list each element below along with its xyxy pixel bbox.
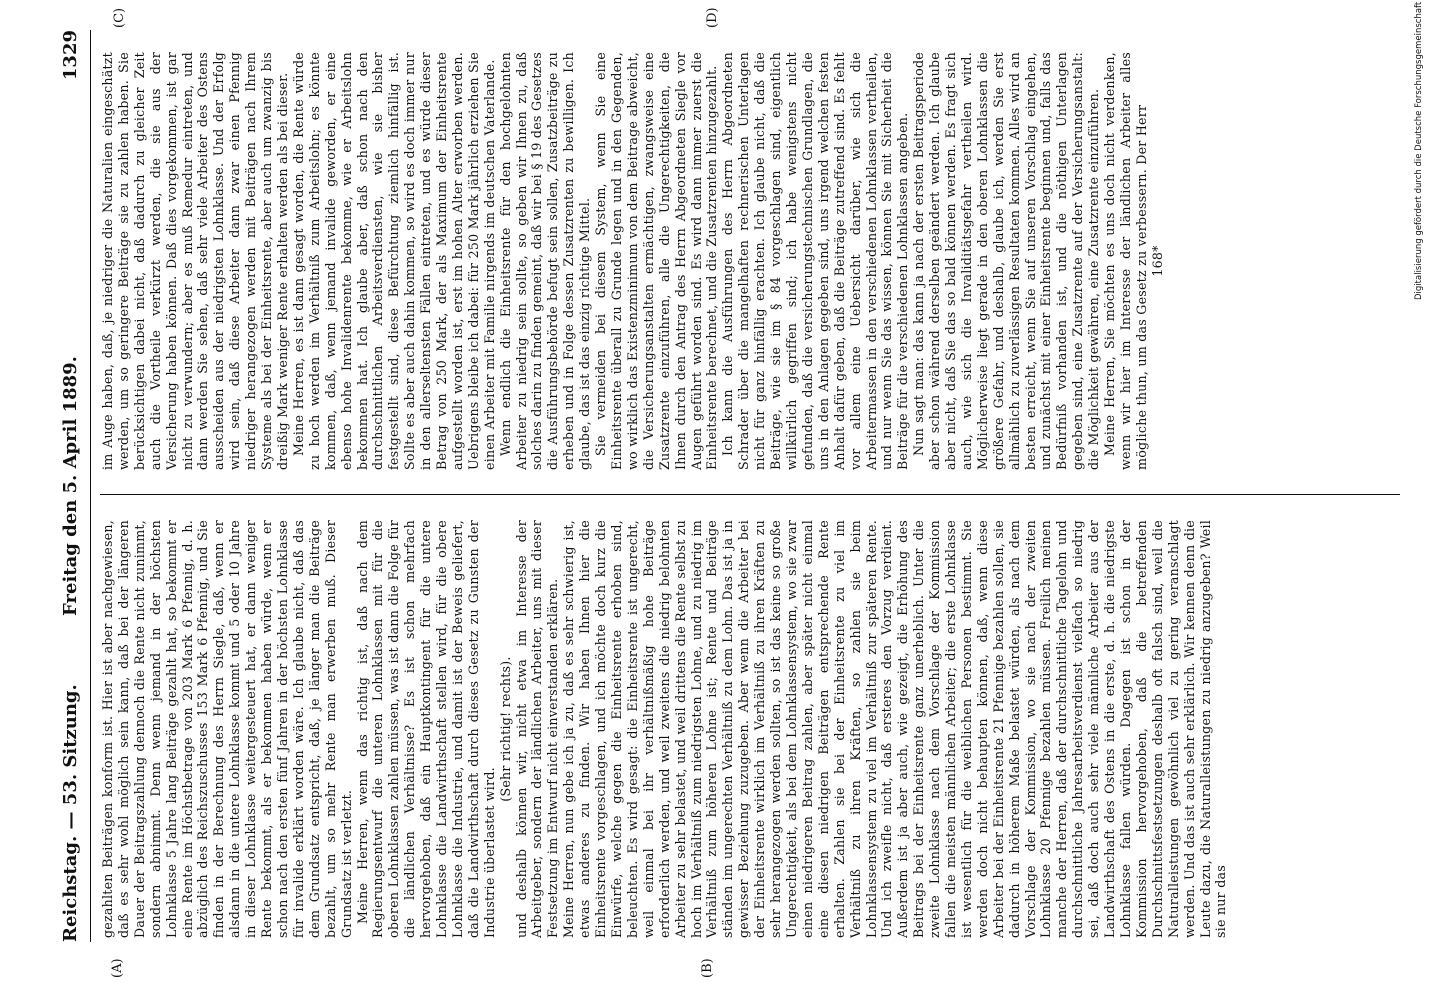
header-left: Reichstag. — 53. Sitzung. xyxy=(60,684,81,942)
paragraph: und deshalb können wir, nicht etwa im Interesse der Arbeitgeber, sondern der ländlichen Arbeiter, uns mit dieser Festsetzung im Entwurf nicht einverstanden erklären. xyxy=(513,520,561,938)
column-rule xyxy=(100,494,1400,495)
page-header xyxy=(60,30,86,942)
paragraph: Meine Herren, nun gebe ich ja zu, daß es sehr schwierig ist, etwas anderes zu finden. Wir haben Ihnen hier die Einheitsrente vorgeschlagen, und ich möchte doch kurz die Einwürfe, welche gegen die Einheitsrente erhoben sind, beleuchten. Es wird gesagt: die Einheitsrente ist ungerecht, weil einmal bei ihr verhältnißmäßig hohe Beiträge erforderlich werden, und weil zweitens die niedrig belohnten Arbeiter zu sehr belastet, und weil drittens die Rente selbst zu hoch im Verhältniß zum niedrigsten Lohne, und zu niedrig im Verhältniß zum höheren Lohne ist; Rente und Beiträge ständen im ungerechten Verhältniß zu dem Lohn. Das ist ja in gewisser Beziehung zuzugeben. Aber wenn die Arbeiter bei der Einheitsrente wirklich im Verhältniß zu ihren Kräften zu sehr herangezogen werden sollten, so ist das keine so große Ungerechtigkeit, als bei dem Lohnklassensystem, wo sie zwar einen niedrigeren Beitrag zahlen, aber später nicht einmal eine diesen niedrigen Beiträgen entsprechende Rente erhalten. Zahlen sie bei der Einheitsrente zu viel im Verhältniß zu ihren Kräften, so zahlen sie beim Lohnklassensystem zu viel im Verhältniß zur späteren Rente. Und ich zweifle nicht, daß ersteres den Vorzug verdient. Außerdem ist ja aber auch, wie gezeigt, die Erhöhung des Beitrags bei der Einheitsrente ganz unerheblich. Unter die zweite Lohnklasse nach dem Vorschlage der Kommission fallen die meisten männlichen Arbeiter; die erste Lohnklasse ist wesentlich für die weiblichen Personen bestimmt. Sie werden doch nicht behaupten können, daß, wenn diese Arbeiter bei der Einheitsrente 21 Pfennige bezahlen sollen, sie dadurch in höherem Maße belastet würden, als nach dem Vorschlage der Kommission, wo sie nach der zweiten Lohnklasse 20 Pfennige bezahlen müssen. Freilich meinen manche der Herren, daß der durchschnittliche Tagelohn und durchschnittliche Jahresarbeitsverdienst vielfach so niedrig sei, daß doch auch sehr viele männliche Arbeiter aus der Landwirthschaft des Ostens in die erste, d. h. die niedrigste Lohnklasse fallen würden. Dagegen ist schon in der Kommission hervorgehoben, daß die betreffenden Durchschnittsfestsetzungen deshalb oft falsch sind, weil die Naturalleistungen gewöhnlich viel zu gering veranschlagt werden. Und das ist auch sehr erklärlich. Wir kennen denn die Leute dazu, die Naturalleistungen zu niedrig anzugeben? Weil sie nur das xyxy=(561,520,1229,938)
paragraph: gezahlten Beiträgen konform ist. Hier ist aber nachgewiesen, daß es sehr wohl möglich sein kann, daß bei der längeren Dauer der Beitragszahlung dennoch die Rente nicht zunimmt, sondern abnimmt. Denn wenn jemand in der höchsten Lohnklasse 5 Jahre lang Beiträge gezahlt hat, so bekommt er eine Rente im Höchstbetrage von 203 Mark 6 Pfennig, d. h. abzüglich des Reichszuschusses 153 Mark 6 Pfennig, und Sie finden in der Berechnung des Herrn Siegle, daß, wenn er alsdann in die untere Lohnklasse kommt und 5 oder 10 Jahre in dieser Lohnklasse weitergesteuert hat, er dann weniger Rente bekommt, als er bekommen haben würde, wenn er schon nach den ersten fünf Jahren in der höchsten Lohnklasse für invalide erklärt worden wäre. Ich glaube nicht, daß das dem Grundsatz entspricht, daß, je länger man die Beiträge bezahlt, um so mehr Rente man erwerben muß. Dieser Grundsatz ist verletzt. xyxy=(100,520,354,938)
page-number: 1329 xyxy=(60,30,81,81)
paragraph: Wenn endlich die Einheitsrente für den hochgelohnten Arbeiter zu niedrig sein sollte, so geben wir Ihnen zu, daß solches darin zu finden gemeint, daß wir bei § 19 des Gesetzes die Ausführungsbehörde befugt sein sollen, Zusatzbeiträge zu erheben und in Folge dessen Zusatzrenten zu bewilligen. Ich glaube, das ist das einzig richtige Mittel. xyxy=(497,52,593,470)
margin-mark-b: (B) xyxy=(700,958,715,978)
paragraph: Nun sagt man: das kann ja nach der ersten Beitragsperiode aber schon während derselben geändert werden. Ich glaube aber nicht, daß Sie das so bald können werden. Es fragt sich auch, wie sich die Invaliditätsgefahr vertheilen wird. Möglicherweise liegt gerade in den oberen Lohnklassen die größere Gefahr, und deshalb, glaube ich, werden Sie erst allmählich zu zuverlässigen Resultaten kommen. Alles wird an besten erreicht, wenn Sie auf unseren Vorschlag eingehen, und zunächst mit einer Einheitsrente beginnen und, falls das Bedürfniß vorhanden ist, und die nöthigen Unterlagen gegeben sind, eine Zusatzrente auf der Versicherungsanstalt: die Möglichkeit gewähren, eine Zusatzrente einzuführen. xyxy=(911,52,1102,470)
margin-mark-a: (A) xyxy=(110,958,125,978)
paragraph: 168* xyxy=(1149,245,1165,277)
text-column-left xyxy=(100,520,1400,938)
margin-mark-d: (D) xyxy=(705,7,720,28)
paragraph: im Auge haben, daß, je niedriger die Naturalien eingeschätzt werden, um so geringere Beiträge sie zu zahlen haben. Sie berücksichtigen dabei nicht, daß dadurch zu gleicher Zeit auch die Vortheile verkürzt werden, die sie aus der Versicherung haben können. Daß dies vorgekommen, ist gar nicht zu verwundern; aber es muß Remedur eintreten, und dann werden Sie sehen, daß sehr viele Arbeiter des Ostens ausscheiden aus der niedrigsten Lohnklasse. Und der Erfolg wird sein, daß diese Arbeiter dann zwar einen Pfennig niedriger herangezogen werden mit Beiträgen nach Ihrem Systeme als bei der Einheitsrente, aber auch um zwanzig bis dreißig Mark weniger Rente erhalten werden als bei dieser. xyxy=(100,52,290,470)
paragraph: Meine Herren, es ist dann gesagt worden, die Rente würde zu hoch werden im Verhältniß zum Arbeitslohn; es könnte kommen, daß, wenn jemand invalide geworden, er eine ebenso hohe Invalidenrente bekomme, wie er Arbeitslohn bekommen hat. Ich glaube aber, daß schon nach den durchschnittlichen Arbeitsverdiensten, wie sie bisher festgestellt sind, diese Befürchtung ziemlich hinfällig ist. Sollte es aber auch dahin kommen, so wird es doch immer nur in den allerseltensten Fällen eintreten, und es würde dieser Betrag von 250 Mark, der als Maximum der Einheitsrente aufgestellt worden ist, erst im hohen Alter erworben werden. Uebrigens bleibe ich dabei: für 250 Mark jährlich erziehen Sie einen Arbeiter mit Familie nirgends im deutschen Vaterlande. xyxy=(290,52,497,470)
digitization-credit xyxy=(1414,0,1424,300)
paragraph: Meine Herren, Sie möchten es uns doch nicht verdenken, wenn wir hier im Interesse der ländlichen Arbeiter alles mögliche thun, um das Gesetz zu verbessern. Der Herr xyxy=(1102,52,1149,470)
credit-text: Digitalisierung gefördert durch die Deutsche Forschungsgemeinschaft xyxy=(1414,1,1424,300)
text-column-right xyxy=(100,52,1400,470)
paragraph: Meine Herren, wenn das richtig ist, daß nach dem Regierungsentwurf die unteren Lohnklassen mit für die oberen Lohnklassen zahlen müssen, was ist dann die Folge für die ländlichen Verhältnisse? Es ist schon mehrfach hervorgehoben, daß ein Hauptkontingent für die untere Lohnklasse die Landwirthschaft stellen wird, für die obere Lohnklasse die Industrie, und damit ist der Beweis geliefert, daß die Landwirthschaft durch dieses Gesetz zu Gunsten der Industrie überlastet wird. xyxy=(354,520,497,938)
paragraph: Ich kann die Ausführungen des Herrn Abgeordneten Schrader über die mangelhaften rechnerischen Unterlagen nicht für ganz hinfällig erachten. Ich glaube nicht, daß die Beiträge, wie sie im § 84 vorgeschlagen sind, eigentlich willkürlich gegriffen sind; ich habe wenigstens nicht gefunden, daß die versicherungstechnischen Grundlagen, die uns in den Anlagen gegeben sind, uns irgend welchen festen Anhalt dafür geben, daß die Beiträge zutreffend sind. Es fehlt vor allem eine Uebersicht darüber, wie sich die Arbeitermassen in den verschiedenen Lohnklassen vertheilen, und nur wenn Sie das wissen, können Sie mit Sicherheit die Beiträge für die verschiedenen Lohnklassen angeben. xyxy=(720,52,911,470)
header-rule xyxy=(90,30,91,942)
header-center: Freitag den 5. April 1889. xyxy=(60,356,81,616)
paragraph: (Sehr richtig! rechts). xyxy=(497,656,513,802)
paragraph: Sie vermeiden bei diesem System, wenn Sie eine Einheitsrente überall zu Grunde legen und in den Gegenden, wo wirklich das Existenzminimum von dem Beitrage abweicht, die Versicherungsanstalten ermächtigen, zwangsweise eine Zusatzrente einzuführen, alle die Ungerechtigkeiten, die Ihnen durch den Antrag des Herrn Abgeordneten Siegle vor Augen geführt worden sind. Es wird dann immer zuerst die Einheitsrente berechnet, und die Zusatzrenten hinzugezahlt. xyxy=(593,52,720,470)
margin-mark-c: (C) xyxy=(112,7,127,28)
